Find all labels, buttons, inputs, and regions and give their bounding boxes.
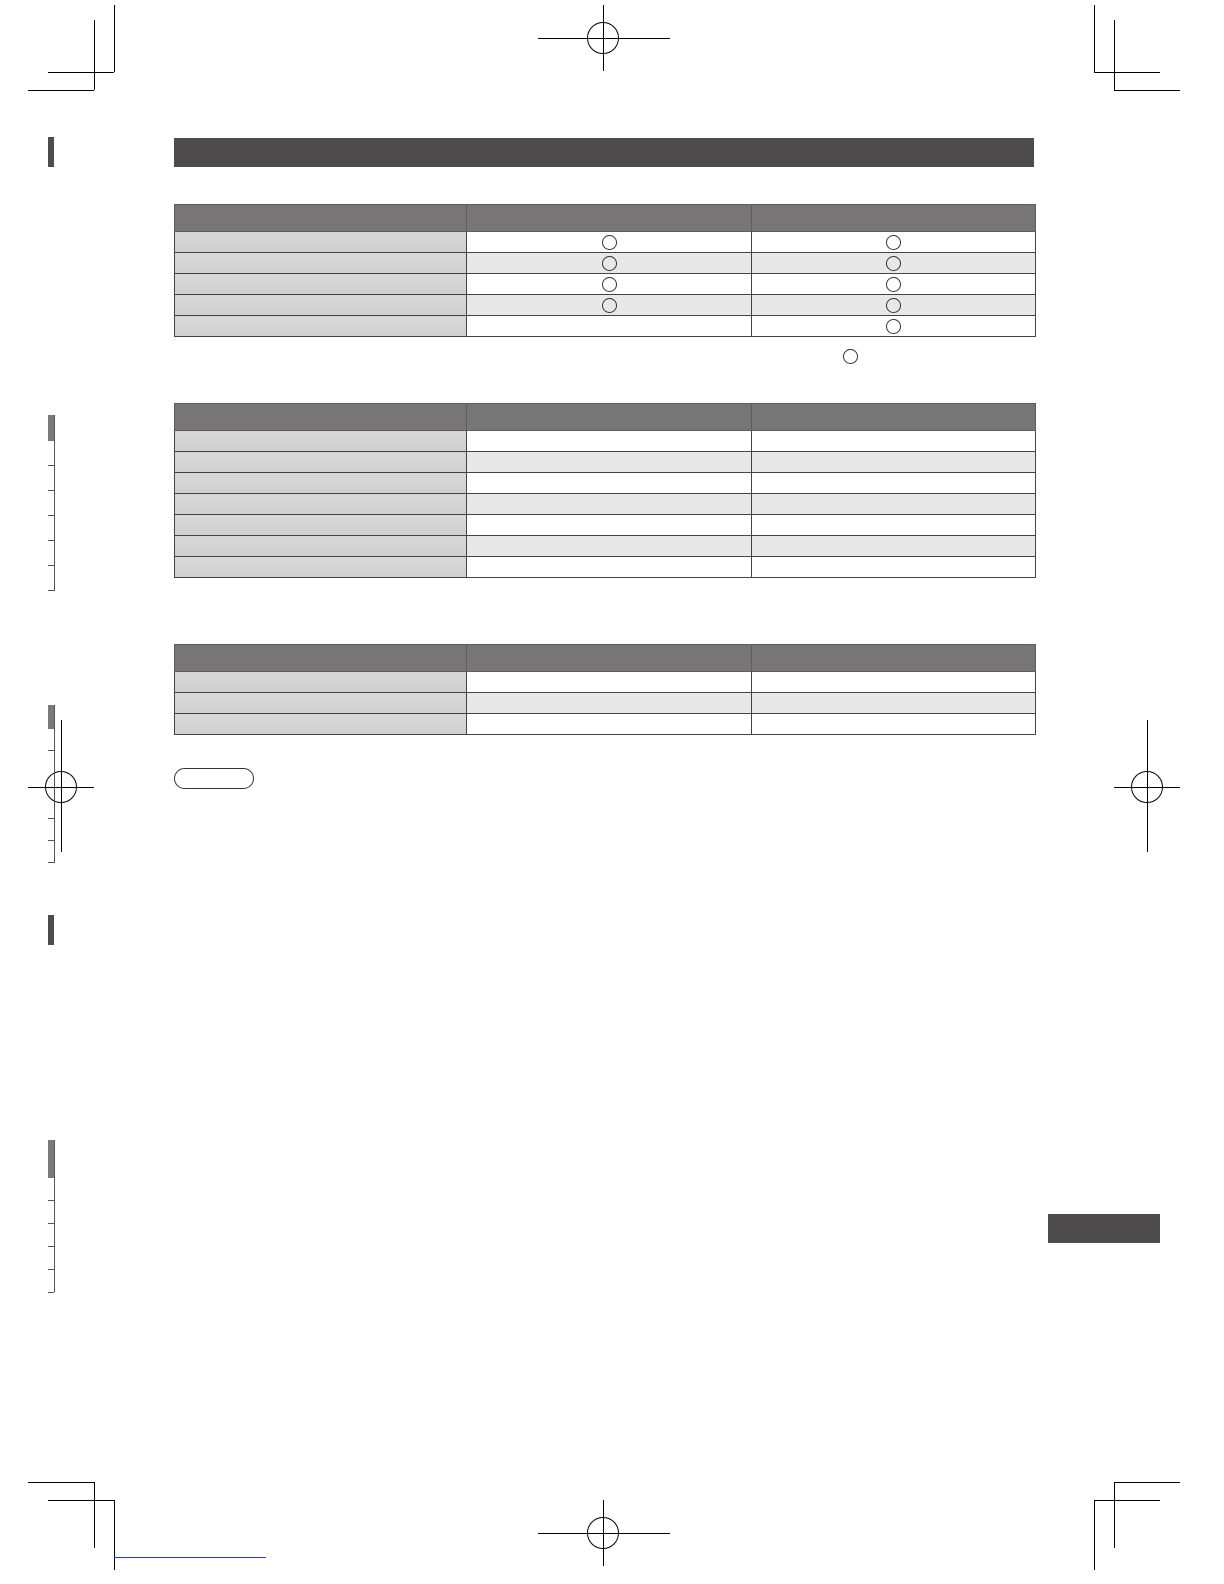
circle-mark-icon — [886, 298, 901, 313]
row-label — [175, 536, 467, 557]
circle-mark-icon — [602, 235, 617, 250]
circle-mark-icon — [602, 256, 617, 271]
value-cell — [752, 452, 1036, 473]
value-cell — [752, 693, 1036, 714]
mark-cell — [752, 253, 1036, 274]
value-cell — [752, 672, 1036, 693]
table-header-cell — [752, 205, 1036, 232]
row-label — [175, 232, 467, 253]
value-cell — [467, 452, 752, 473]
table-row — [175, 316, 1036, 337]
table-header-cell — [752, 404, 1036, 431]
value-cell — [467, 672, 752, 693]
mark-cell — [752, 274, 1036, 295]
row-label — [175, 473, 467, 494]
table-row — [175, 274, 1036, 295]
circle-mark-icon — [886, 235, 901, 250]
table-row — [175, 515, 1036, 536]
section-title-bar — [174, 138, 1034, 167]
table-row — [175, 557, 1036, 578]
value-cell — [467, 714, 752, 735]
mark-cell — [752, 316, 1036, 337]
table-header-cell — [467, 404, 752, 431]
table-row — [175, 536, 1036, 557]
table-header-cell — [175, 645, 467, 672]
table-row — [175, 473, 1036, 494]
mark-cell — [467, 295, 752, 316]
table-header-row — [175, 645, 1036, 672]
row-label — [175, 253, 467, 274]
circle-mark-icon — [886, 319, 901, 334]
table-row — [175, 693, 1036, 714]
mark-cell — [467, 316, 752, 337]
row-label — [175, 557, 467, 578]
table-row — [175, 714, 1036, 735]
value-cell — [752, 515, 1036, 536]
footer-link[interactable] — [114, 1557, 266, 1558]
table-row — [175, 494, 1036, 515]
spec-table — [174, 403, 1036, 578]
table-row — [175, 431, 1036, 452]
compatibility-table — [174, 204, 1036, 337]
table-row — [175, 232, 1036, 253]
row-label — [175, 714, 467, 735]
mark-cell — [467, 232, 752, 253]
value-cell — [467, 693, 752, 714]
table-row — [175, 672, 1036, 693]
value-cell — [467, 431, 752, 452]
table-row — [175, 452, 1036, 473]
circle-mark-icon — [602, 277, 617, 292]
row-label — [175, 693, 467, 714]
row-label — [175, 431, 467, 452]
mark-cell — [467, 274, 752, 295]
table-header-cell — [175, 205, 467, 232]
table-row — [175, 295, 1036, 316]
row-label — [175, 672, 467, 693]
row-label — [175, 295, 467, 316]
circle-mark-icon — [886, 256, 901, 271]
mark-cell — [467, 253, 752, 274]
mark-cell — [752, 232, 1036, 253]
table-header-row — [175, 205, 1036, 232]
row-label — [175, 452, 467, 473]
table-header-row — [175, 404, 1036, 431]
row-label — [175, 494, 467, 515]
value-cell — [752, 473, 1036, 494]
table-header-cell — [175, 404, 467, 431]
mark-cell — [752, 295, 1036, 316]
row-label — [175, 274, 467, 295]
value-cell — [467, 515, 752, 536]
row-label — [175, 316, 467, 337]
value-cell — [467, 473, 752, 494]
value-cell — [752, 557, 1036, 578]
table-header-cell — [752, 645, 1036, 672]
note-badge — [174, 768, 254, 789]
table-row — [175, 253, 1036, 274]
value-cell — [467, 494, 752, 515]
value-cell — [467, 536, 752, 557]
circle-mark-icon — [886, 277, 901, 292]
circle-mark-icon — [602, 298, 617, 313]
value-cell — [467, 557, 752, 578]
value-cell — [752, 714, 1036, 735]
value-cell — [752, 431, 1036, 452]
table-header-cell — [467, 205, 752, 232]
value-cell — [752, 494, 1036, 515]
page-index-tab — [1048, 1214, 1160, 1243]
row-label — [175, 515, 467, 536]
table-header-cell — [467, 645, 752, 672]
circle-mark-icon — [843, 349, 858, 364]
value-cell — [752, 536, 1036, 557]
spec-table-secondary — [174, 644, 1036, 735]
